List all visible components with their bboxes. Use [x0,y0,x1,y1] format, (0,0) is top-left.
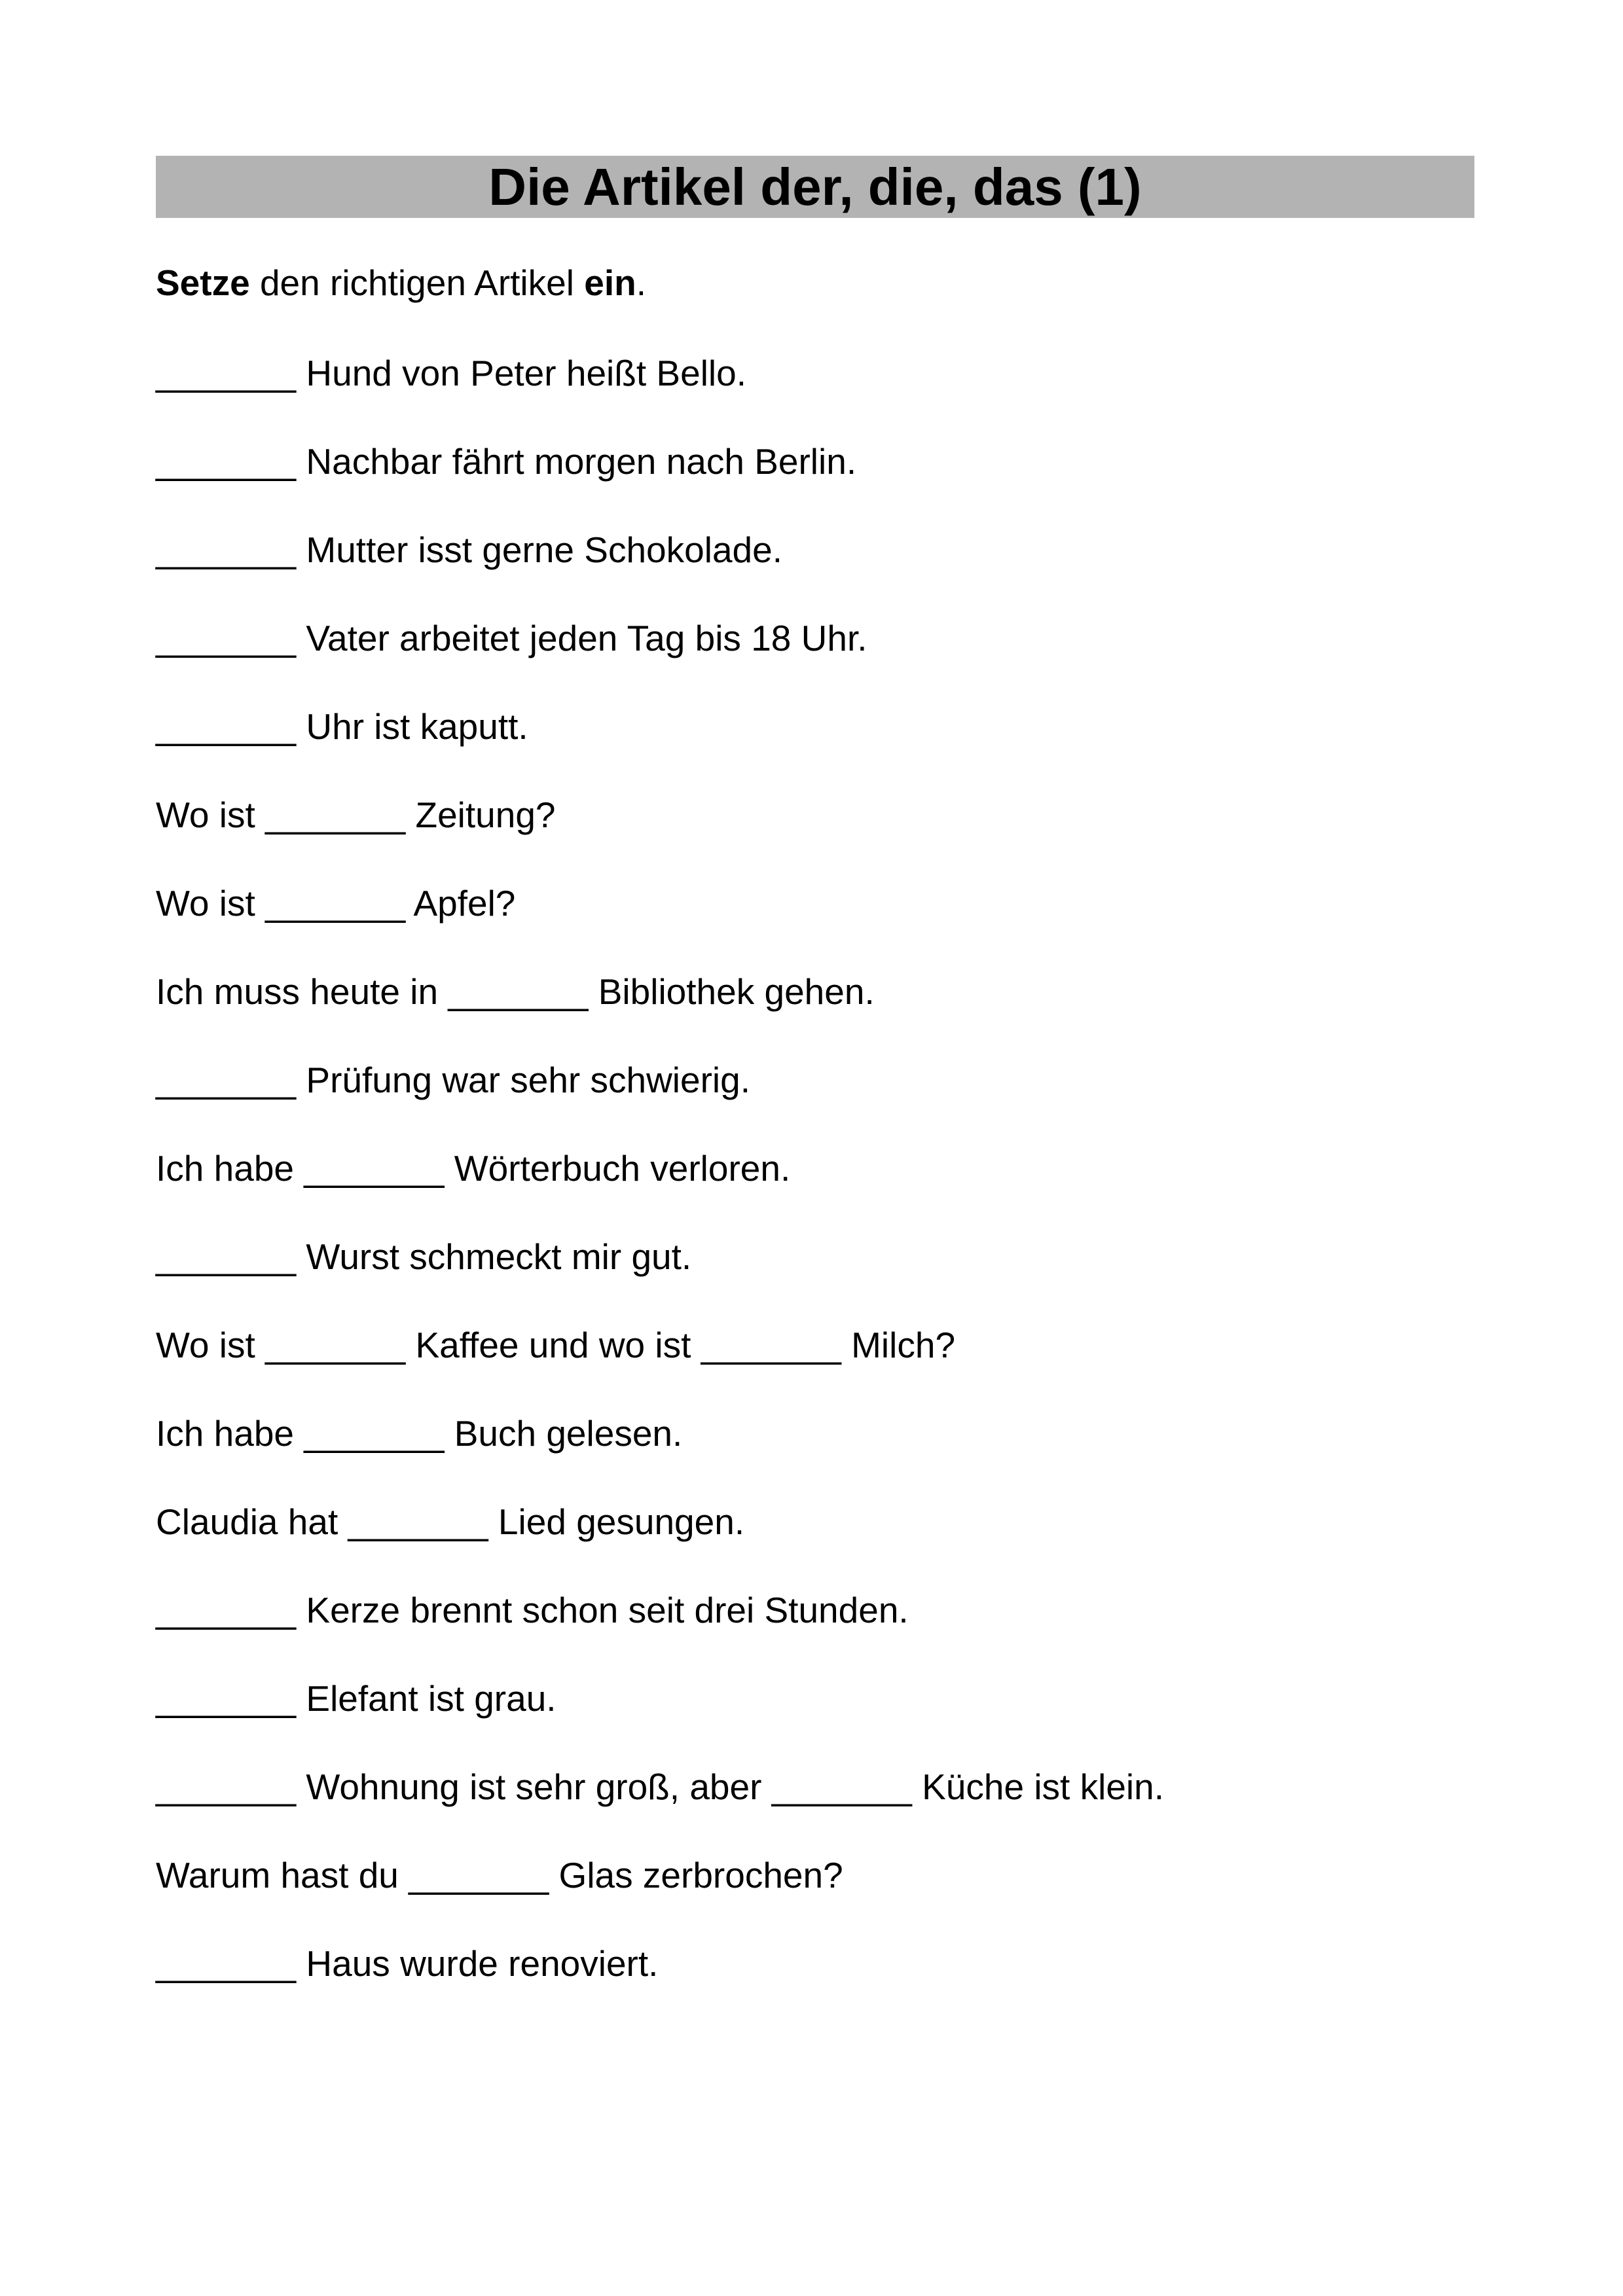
article-blank: _______ [701,1325,841,1365]
exercise-text: Küche ist klein. [911,1767,1165,1807]
article-blank: _______ [156,353,297,393]
exercise-text: Ich habe [156,1413,304,1454]
exercise-text: Prüfung war sehr schwierig. [296,1060,751,1100]
exercise-item [156,1324,1164,1412]
exercise-text: Nachbar fährt morgen nach Berlin. [296,441,857,482]
exercise-item [156,617,1164,706]
exercise-item [156,352,1164,440]
exercise-text: Claudia hat [156,1501,348,1542]
title-bar [156,156,1474,218]
article-blank: _______ [348,1501,488,1542]
article-blank: _______ [156,1943,297,1984]
exercise-text: Ich muss heute in [156,971,448,1012]
article-blank: _______ [156,706,297,747]
article-blank: _______ [156,618,297,658]
instruction [156,262,646,303]
article-blank: _______ [156,1060,297,1100]
exercise-text: Vater arbeitet jeden Tag bis 18 Uhr. [296,618,867,658]
exercise-item [156,1589,1164,1677]
article-blank: _______ [304,1413,445,1454]
article-blank: _______ [265,1325,406,1365]
exercise-item [156,1854,1164,1943]
exercise-text: Wurst schmeckt mir gut. [296,1236,692,1277]
exercise-item [156,1059,1164,1147]
exercise-text: Wohnung ist sehr groß, aber [296,1767,772,1807]
exercise-item [156,1501,1164,1589]
article-blank: _______ [156,1767,297,1807]
article-blank: _______ [156,529,297,570]
article-blank: _______ [156,1590,297,1630]
article-blank: _______ [771,1767,912,1807]
instruction-text: den richtigen Artikel [249,262,585,303]
exercise-item [156,1943,1164,2031]
exercise-text: Mutter isst gerne Schokolade. [296,529,783,570]
exercise-item [156,706,1164,794]
article-blank: _______ [156,1236,297,1277]
exercise-text: Milch? [841,1325,956,1365]
exercise-text: Ich habe [156,1148,304,1189]
article-blank: _______ [448,971,589,1012]
article-blank: _______ [156,1678,297,1719]
exercise-item [156,1236,1164,1324]
exercise-text: Bibliothek gehen. [588,971,875,1012]
exercise-text: Buch gelesen. [444,1413,683,1454]
instruction-period: . [636,262,646,303]
article-blank: _______ [265,883,406,924]
exercise-text: Wo ist [156,1325,266,1365]
article-blank: _______ [304,1148,445,1189]
exercise-text: Lied gesungen. [488,1501,745,1542]
exercise-item [156,971,1164,1059]
article-blank: _______ [156,441,297,482]
exercise-item [156,1677,1164,1766]
exercise-text: Kerze brennt schon seit drei Stunden. [296,1590,909,1630]
exercise-text: Wo ist [156,795,266,835]
exercise-item [156,440,1164,529]
exercise-item [156,1412,1164,1501]
instruction-particle: ein [584,262,636,303]
article-blank: _______ [265,795,406,835]
exercise-list [156,352,1164,2031]
exercise-text: Glas zerbrochen? [549,1855,843,1895]
exercise-item [156,882,1164,971]
exercise-text: Kaffee und wo ist [405,1325,701,1365]
instruction-verb: Setze [156,262,250,303]
article-blank: _______ [409,1855,549,1895]
exercise-text: Elefant ist grau. [296,1678,556,1719]
page-title: Die Artikel der, die, das (1) [488,157,1142,216]
exercise-text: Uhr ist kaputt. [296,706,528,747]
exercise-text: Apfel? [405,883,516,924]
exercise-item [156,529,1164,617]
exercise-text: Zeitung? [405,795,556,835]
exercise-text: Warum hast du [156,1855,409,1895]
exercise-item [156,1147,1164,1236]
exercise-text: Hund von Peter heißt Bello. [296,353,747,393]
exercise-item [156,794,1164,882]
exercise-item [156,1766,1164,1854]
exercise-text: Wo ist [156,883,266,924]
exercise-text: Wörterbuch verloren. [444,1148,791,1189]
exercise-text: Haus wurde renoviert. [296,1943,659,1984]
